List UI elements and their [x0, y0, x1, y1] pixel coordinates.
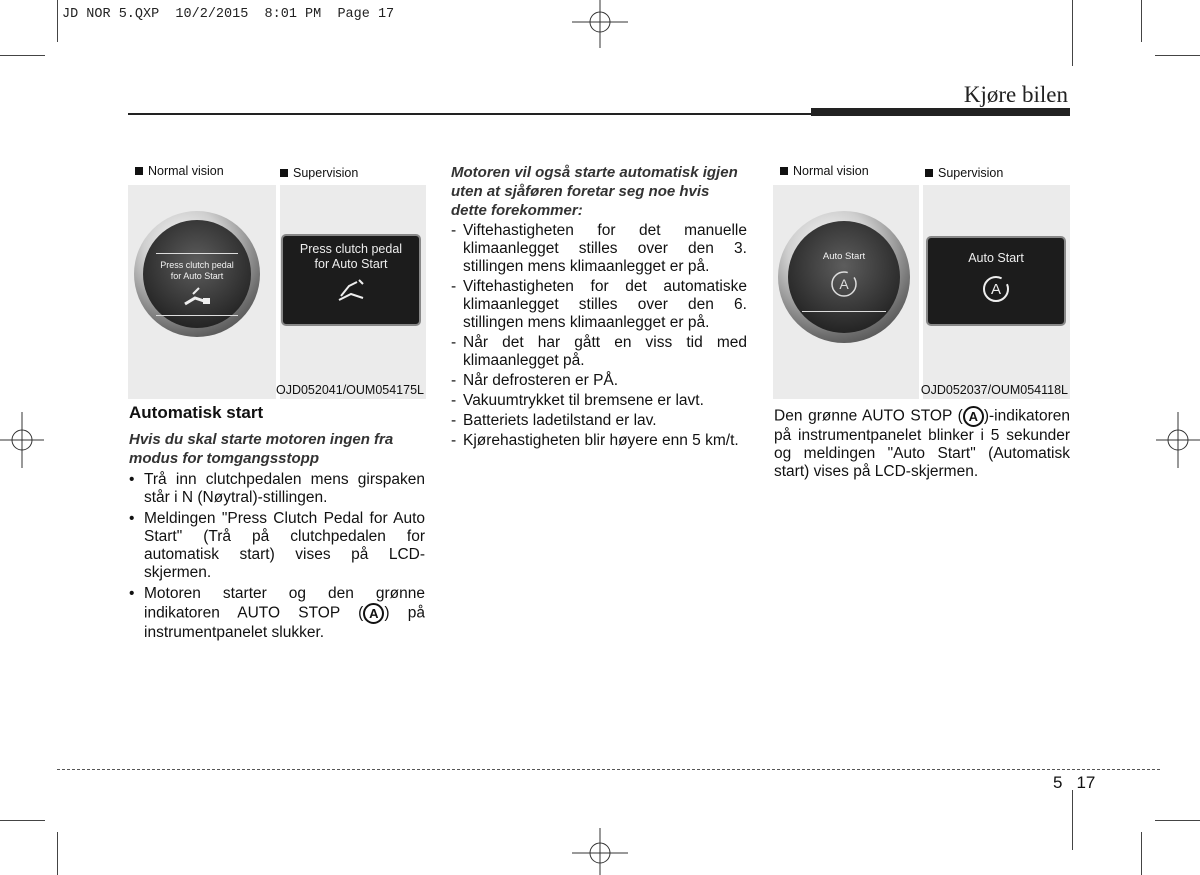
column-2	[451, 163, 747, 452]
lcd-message: Auto Start	[968, 251, 1024, 265]
crop-mark	[1155, 820, 1200, 821]
svg-text:A: A	[839, 276, 849, 292]
conditions-intro: Motoren vil også starte automatisk igjen uten at sjåføren foretar seg noe hvis dette forekommer:	[451, 164, 738, 219]
registration-mark-icon	[572, 0, 628, 50]
crop-mark	[1141, 0, 1142, 42]
auto-stop-icon: A	[363, 603, 384, 624]
figure-label-normal: Normal vision	[135, 164, 224, 178]
list-item: - Når det har gått en viss tid med klimaanlegget på.	[451, 334, 747, 370]
registration-mark-icon	[1156, 412, 1200, 468]
auto-stop-icon	[829, 269, 859, 299]
section-subheading: Hvis du skal starte motoren ingen fra modus for tomgangsstopp	[129, 431, 394, 467]
list-item: • Motoren starter og den grønne indikatoren AUTO STOP ( A ) på instrumentpanelet slukker.	[129, 585, 425, 642]
list-item: - Viftehastigheten for det manuelle klimaanlegget stilles over den 3. stillingen mens klimaanlegget er på.	[451, 222, 747, 276]
list-item: • Meldingen "Press Clutch Pedal for Auto Start" (Trå på clutchpedalen for automatisk start) vises på LCD-skjermen.	[129, 510, 425, 582]
section-heading: Automatisk start	[129, 403, 264, 422]
list-item: • Trå inn clutchpedalen mens girspaken står i N (Nøytral)-stillingen.	[129, 471, 425, 507]
gauge-normal-vision	[778, 211, 910, 343]
page-number	[1053, 773, 1095, 793]
page-fold-line	[1072, 790, 1073, 850]
registration-mark-icon	[0, 412, 44, 468]
gauge-normal-vision	[134, 211, 260, 337]
header-rule-thick	[811, 108, 1070, 116]
figure-label-normal: Normal vision	[780, 164, 869, 178]
crop-mark	[0, 55, 45, 56]
gauge-message-line1: Press clutch pedal	[160, 260, 234, 270]
instruction-list	[129, 471, 425, 642]
gauge-message-line2: for Auto Start	[170, 271, 224, 281]
lcd-display-supervision	[926, 236, 1066, 326]
page-number-value: 17	[1076, 773, 1096, 792]
column-1	[129, 403, 425, 645]
crop-mark	[1155, 55, 1200, 56]
clutch-pedal-icon	[333, 276, 369, 304]
auto-stop-icon: A	[963, 406, 984, 427]
print-header: JD NOR 5.QXP 10/2/2015 8:01 PM Page 17	[62, 7, 395, 22]
crop-mark	[57, 0, 58, 42]
chapter-number: 5	[1053, 773, 1063, 792]
list-item: - Batteriets ladetilstand er lav.	[451, 412, 747, 430]
list-item: - Viftehastigheten for det automatiske klimaanlegget stilles over den 6. stillingen mens klimaanlegget er på.	[451, 278, 747, 332]
figure-label-supervision: Supervision	[925, 166, 1003, 180]
auto-stop-icon	[981, 274, 1011, 304]
lcd-message-line2: for Auto Start	[314, 257, 388, 271]
figure-code: OJD052037/OUM054118L	[920, 383, 1068, 397]
figure-code: OJD052041/OUM054175L	[275, 383, 424, 397]
footer-rule	[57, 769, 1160, 770]
crop-mark	[0, 820, 45, 821]
crop-mark	[1141, 832, 1142, 875]
list-item: - Vakuumtrykket til bremsene er lavt.	[451, 392, 747, 410]
list-item: - Kjørehastigheten blir høyere enn 5 km/t.	[451, 432, 747, 450]
figure-label-supervision: Supervision	[280, 166, 358, 180]
conditions-list	[451, 222, 747, 450]
list-item: - Når defrosteren er PÅ.	[451, 372, 747, 390]
figure-right	[773, 163, 1070, 399]
crop-mark	[57, 832, 58, 875]
clutch-pedal-icon	[181, 286, 213, 308]
registration-mark-icon	[572, 828, 628, 875]
figure-left	[128, 163, 426, 399]
svg-text:A: A	[990, 281, 1002, 298]
page-fold-line	[1072, 0, 1073, 66]
gauge-message: Auto Start	[822, 251, 866, 262]
section-title: Kjøre bilen	[963, 82, 1068, 107]
lcd-display-supervision	[281, 234, 421, 326]
lcd-message-line1: Press clutch pedal	[299, 242, 403, 256]
column-3: Den grønne AUTO STOP ( A )-indikatoren på instrumentpanelet blinker i 5 sekunder og meldingen "Auto Start" (Automatisk start) vises på LCD-skjermen.	[774, 407, 1070, 480]
